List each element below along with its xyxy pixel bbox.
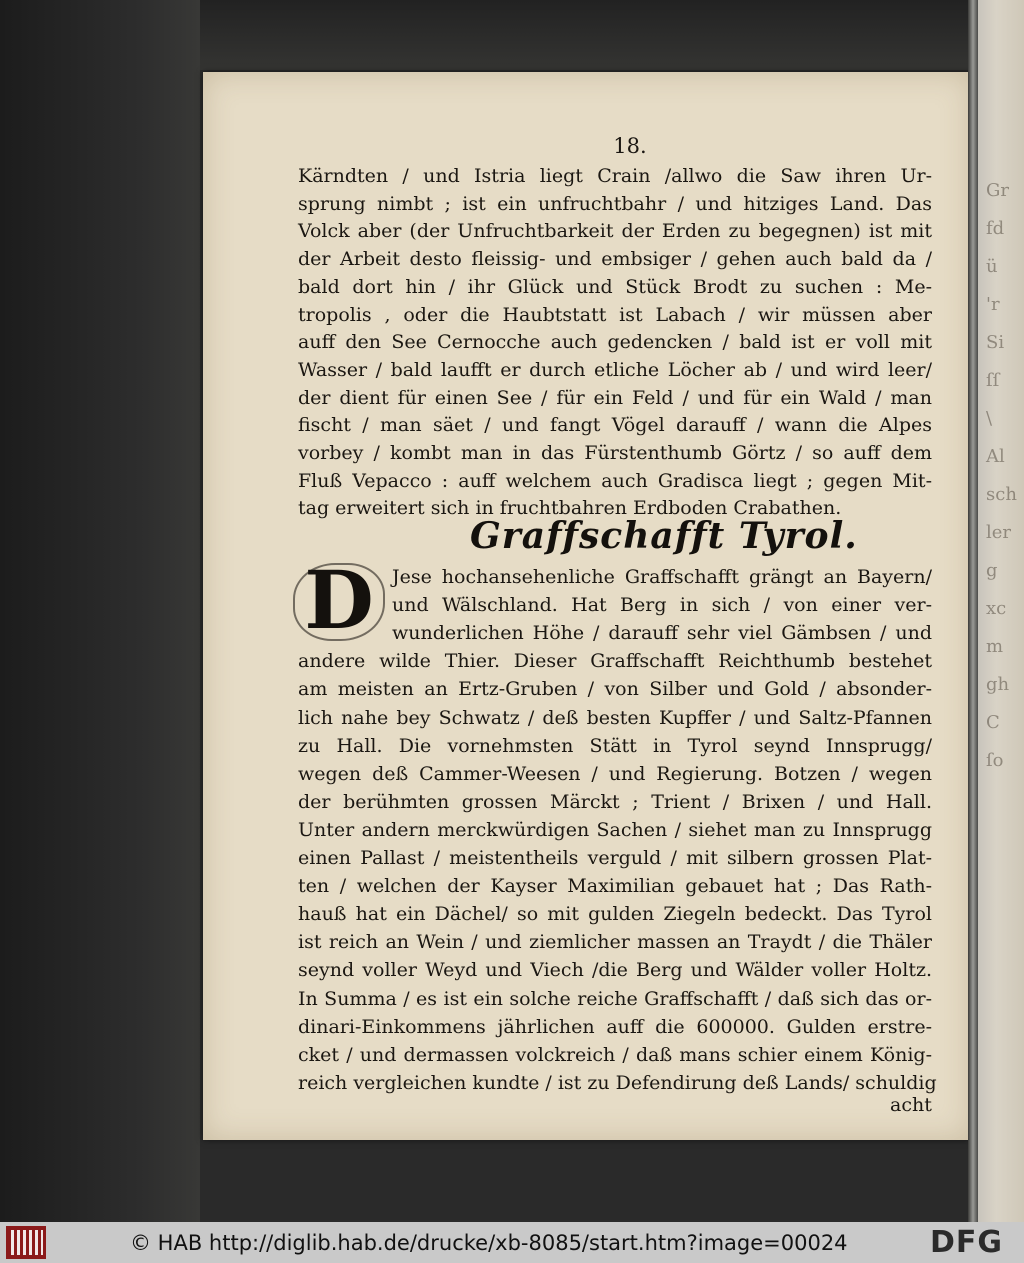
text-line: ten / welchen der Kayser Maximilian gebauet hat ; Das Rath- <box>298 875 932 897</box>
text-line: auff den See Cernocche auch gedencken / bald ist er voll mit <box>298 331 932 353</box>
text-line: Unter andern merckwürdigen Sachen / siehet man zu Innsprugg <box>298 819 932 841</box>
adjacent-page-text-fragment: ü <box>986 256 998 277</box>
adjacent-page-text-fragment: xc <box>986 598 1007 619</box>
text-line: dinari-Einkommens jährlichen auff die 600000. Gulden erstre- <box>298 1016 932 1038</box>
adjacent-page-text-fragment: gh <box>986 674 1010 695</box>
text-line: In Summa / es ist ein solche reiche Graffschafft / daß sich das or- <box>298 988 932 1010</box>
adjacent-page-text-fragment: \ <box>986 408 993 429</box>
text-line: andere wilde Thier. Dieser Graffschafft Reichthumb bestehet <box>298 650 932 672</box>
adjacent-page-text-fragment: fd <box>986 218 1005 239</box>
scan-background-left <box>0 0 200 1222</box>
text-line: sprung nimbt ; ist ein unfruchtbahr / und hitziges Land. Das <box>298 193 932 215</box>
book-gutter <box>968 0 978 1222</box>
text-line: der Arbeit desto fleissig- und embsiger / gehen auch bald da / <box>298 248 932 270</box>
text-line: tag erweitert sich in fruchtbahren Erdboden Crabathen. <box>298 497 842 519</box>
catchword: acht <box>890 1094 932 1116</box>
text-line: fischt / man säet / und fangt Vögel darauff / wann die Alpes <box>298 414 932 436</box>
adjacent-page-text-fragment: ler <box>986 522 1012 543</box>
dfg-logo: DFG <box>930 1225 1004 1260</box>
section-heading: Graffschafft Tyrol. <box>470 515 858 557</box>
text-line: wegen deß Cammer-Weesen / und Regierung. Botzen / wegen <box>298 763 932 785</box>
adjacent-page-text-fragment: Al <box>986 446 1005 467</box>
text-line: zu Hall. Die vornehmsten Stätt in Tyrol seynd Innsprugg/ <box>298 735 932 757</box>
adjacent-page-text-fragment: m <box>986 636 1004 657</box>
text-line: Volck aber (der Unfruchtbarkeit der Erden zu begegnen) ist mit <box>298 220 932 242</box>
text-line: einen Pallast / meistentheils verguld / mit silbern grossen Plat- <box>298 847 932 869</box>
adjacent-page-text-fragment: ſſ <box>986 370 1000 391</box>
adjacent-page-edge <box>978 0 1024 1222</box>
text-line: wunderlichen Höhe / darauff sehr viel Gämbsen / und <box>392 622 932 644</box>
text-line: ist reich an Wein / und ziemlicher massen an Traydt / die Thäler <box>298 931 932 953</box>
text-line: reich vergleichen kundte / ist zu Defendirung deß Lands/ schuldig <box>298 1072 937 1094</box>
text-line: Jese hochansehenliche Graffschafft grängt an Bayern/ <box>392 566 932 588</box>
text-line: Kärndten / und Istria liegt Crain /allwo die Saw ihren Ur- <box>298 165 932 187</box>
text-line: seynd voller Weyd und Viech /die Berg und Wälder voller Holtz. <box>298 959 932 981</box>
dropcap-initial: D <box>304 553 374 647</box>
adjacent-page-text-fragment: Gr <box>986 180 1009 201</box>
text-line: tropolis , oder die Haubtstatt ist Labach / wir müssen aber <box>298 304 932 326</box>
text-line: lich nahe bey Schwatz / deß besten Kupffer / und Saltz-Pfannen <box>298 707 932 729</box>
adjacent-page-text-fragment: Si <box>986 332 1005 353</box>
text-line: Fluß Vepacco : auff welchem auch Gradisca liegt ; gegen Mit- <box>298 470 932 492</box>
text-line: vorbey / kombt man in das Fürstenthumb Görtz / so auff dem <box>298 442 932 464</box>
adjacent-page-text-fragment: 'r <box>986 294 1000 315</box>
adjacent-page-text-fragment: ſo <box>986 750 1004 771</box>
text-line: cket / und dermassen volckreich / daß mans schier einem König- <box>298 1044 932 1066</box>
adjacent-page-text-fragment: C <box>986 712 1000 733</box>
footer-citation-link[interactable]: © HAB http://diglib.hab.de/drucke/xb-8085/start.htm?image=00024 <box>130 1231 848 1255</box>
text-line: der berühmten grossen Märckt ; Trient / Brixen / und Hall. <box>298 791 932 813</box>
text-line: hauß hat ein Dächel/ so mit gulden Ziegeln bedeckt. Das Tyrol <box>298 903 932 925</box>
text-line: der dient für einen See / für ein Feld / und für ein Wald / man <box>298 387 932 409</box>
text-line: und Wälschland. Hat Berg in sich / von einer ver- <box>392 594 932 616</box>
adjacent-page-text-fragment: sch <box>986 484 1017 505</box>
adjacent-page-text-fragment: g <box>986 560 998 581</box>
page-number: 18. <box>613 134 647 158</box>
text-line: Wasser / bald laufft er durch etliche Löcher ab / und wird leer/ <box>298 359 932 381</box>
scan-background-top <box>200 0 970 70</box>
text-line: am meisten an Ertz-Gruben / von Silber und Gold / absonder- <box>298 678 932 700</box>
text-line: bald dort hin / ihr Glück und Stück Brodt zu suchen : Me- <box>298 276 932 298</box>
hab-logo-icon <box>6 1226 46 1259</box>
footer-bar <box>0 1222 1024 1263</box>
